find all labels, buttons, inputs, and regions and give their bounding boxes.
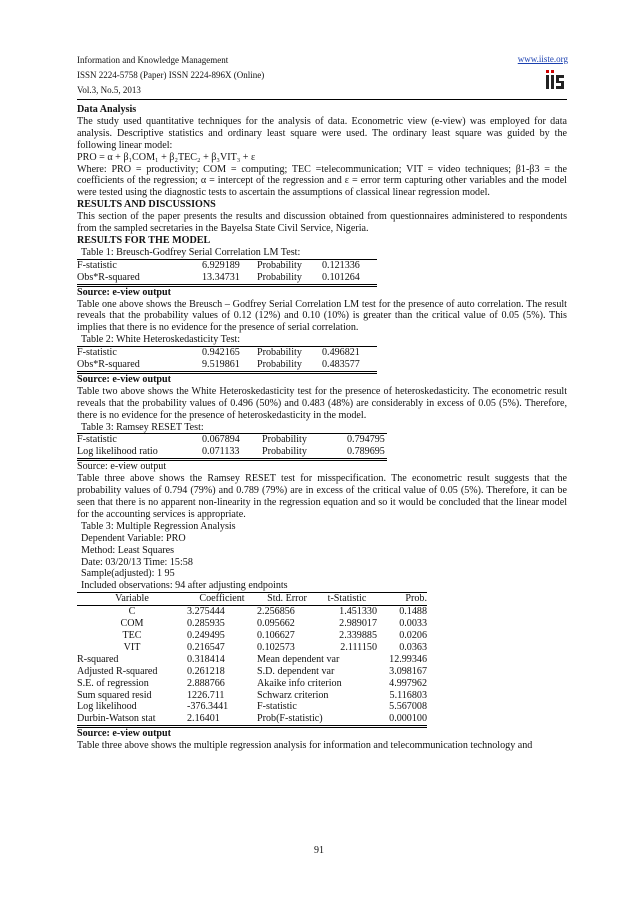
page-number: 91 [314, 845, 324, 856]
table-cell: 0.000100 [389, 713, 427, 725]
table2-discussion: Table two above shows the White Heteroskedasticity test for the presence of heteroskedasticity. The econometric result reveals that the probability values of 0.496 (50%) and 0.483 (48%) are considerably in excess of 0.05 (5%). Therefore, there is no evidence for the presence of heteroskedasticity in the model. [77, 385, 567, 421]
table-row [77, 347, 377, 359]
journal-url-link[interactable]: www.iiste.org [517, 54, 568, 64]
table-cell: C [128, 606, 136, 618]
table-cell: 0.067894 [202, 434, 240, 446]
table4-meta-line: Date: 03/20/13 Time: 15:58 [81, 556, 193, 568]
table1-source: Source: e-view output [77, 286, 172, 298]
table-cell: 0.794795 [347, 434, 385, 446]
table4-source: Source: e-view output [77, 728, 172, 740]
table-cell: 2.16401 [187, 713, 220, 725]
table-row [77, 606, 427, 618]
results-model-heading: RESULTS FOR THE MODEL [77, 234, 211, 246]
table-cell: 0.285935 [187, 618, 225, 630]
table-cell: 0.102573 [257, 641, 295, 653]
table-row [77, 642, 427, 654]
page-body [77, 104, 567, 752]
table-cell: 4.997962 [389, 677, 427, 689]
table-cell: 0.496821 [322, 347, 360, 359]
journal-issn: ISSN 2224-5758 (Paper) ISSN 2224-896X (Online) [77, 70, 265, 80]
table-cell: 1226.711 [187, 689, 225, 701]
results-paragraph: This section of the paper presents the results and discussion obtained from questionnaires administered to respondents from the sampled secretaries in the Bayelsa State Civil Service, Nigeria. [77, 211, 567, 235]
table-cell: Probability [257, 359, 302, 371]
table-cell: 5.116803 [389, 689, 427, 701]
table-cell: F-statistic [257, 701, 297, 713]
table-cell: Log likelihood ratio [77, 446, 158, 458]
table-row [77, 654, 427, 666]
table-cell: Akaike info criterion [257, 677, 342, 689]
table-cell: 2.256856 [257, 606, 295, 618]
table-cell: 0.318414 [187, 653, 225, 665]
table-cell: 0.216547 [187, 641, 225, 653]
table-row [77, 630, 427, 642]
table-header-cell: Prob. [405, 593, 427, 605]
table-cell: Durbin-Watson stat [77, 713, 156, 725]
table-cell: Sum squared resid [77, 689, 152, 701]
table-header-cell: Std. Error [267, 593, 307, 605]
table-row [77, 434, 387, 446]
table-cell: F-statistic [77, 259, 117, 271]
table-cell: S.E. of regression [77, 677, 149, 689]
table-row [77, 272, 377, 284]
table-cell: Probability [257, 271, 302, 283]
table-row [77, 666, 427, 678]
table-cell: Obs*R-squared [77, 359, 140, 371]
journal-name: Information and Knowledge Management [77, 55, 229, 65]
table-cell: 0.1488 [399, 606, 427, 618]
table-cell: 13.34731 [202, 271, 240, 283]
results-heading: RESULTS AND DISCUSSIONS [77, 199, 216, 211]
table-cell: Probability [262, 434, 307, 446]
table-cell: COM [120, 618, 144, 630]
table1-title: Table 1: Breusch-Godfrey Serial Correlation LM Test: [81, 246, 301, 258]
table-cell: TEC [122, 629, 142, 641]
table-cell: Probability [257, 259, 302, 271]
table-cell: -376.3441 [187, 701, 229, 713]
table-header-cell: t-Statistic [327, 593, 367, 605]
table4-meta-line: Sample(adjusted): 1 95 [81, 568, 175, 580]
table2-title: Table 2: White Heteroskedasticity Test: [81, 334, 241, 346]
table-cell: 0.789695 [347, 446, 385, 458]
table-cell: 2.339885 [339, 629, 377, 641]
iiste-logo-icon [544, 68, 566, 96]
table-row [77, 713, 427, 725]
table-cell: 6.929189 [202, 259, 240, 271]
table-row [77, 359, 377, 371]
table-cell: 0.0033 [399, 618, 427, 630]
table-cell: 3.275444 [187, 606, 225, 618]
table-cell: Mean dependent var [257, 653, 340, 665]
table3-source: Source: e-view output [77, 461, 167, 473]
table-cell: Adjusted R-squared [77, 665, 158, 677]
table-cell: 5.567008 [389, 701, 427, 713]
table-cell: 0.483577 [322, 359, 360, 371]
table-cell: 2.111150 [340, 641, 377, 653]
table-header-cell: Coefficient [199, 593, 245, 605]
table-cell: 0.101264 [322, 271, 360, 283]
data-analysis-paragraph: The study used quantitative techniques for the analysis of data. Econometric view (e-view) was employed for data analysis. Descriptive statistics and ordinary least square were used. The ordinary least square was guided by the following linear model: [77, 115, 567, 151]
table3-discussion: Table three above shows the Ramsey RESET test for misspecification. The econometric result suggests that the probability values of 0.794 (79%) and 0.789 (79%) are in excess of the critical value of 0.05 (5%). Therefore, it can be seen that there is no apparent non-linearity in the regression equation and so it would be concluded that the linear model for the accounting services is appropriate. [77, 473, 567, 520]
table-row [77, 446, 387, 458]
table4-meta-line: Dependent Variable: PRO [81, 532, 186, 544]
table-row [77, 678, 427, 690]
table4-title: Table 3: Multiple Regression Analysis [81, 520, 236, 532]
table4-meta-line: Included observations: 94 after adjusting endpoints [81, 580, 288, 592]
table1 [77, 259, 377, 287]
table-cell: 0.0206 [399, 629, 427, 641]
table-cell: 12.99346 [389, 653, 427, 665]
table-cell: Probability [257, 347, 302, 359]
table-row [77, 690, 427, 702]
table-cell: Schwarz criterion [257, 689, 329, 701]
data-analysis-heading: Data Analysis [77, 104, 137, 115]
table-cell: 0.261218 [187, 665, 225, 677]
table-cell: Obs*R-squared [77, 271, 140, 283]
table-cell: 3.098167 [389, 665, 427, 677]
table1-discussion: Table one above shows the Breusch – Godfrey Serial Correlation LM test for the presence of auto correlation. The result reveals that the probability values of 0.12 (12%) and 0.10 (10%) is greater than the critical value of 0.05 (5%). This implies that there is no evidence for the presence of serial correlation. [77, 298, 567, 334]
table3 [77, 433, 387, 461]
where-paragraph: Where: PRO = productivity; COM = computing; TEC =telecommunication; VIT = video techniques; β1-β3 = the coefficients of the regression; α = intercept of the regression and ε = error term capturing other variables and the model were tested using the diagnostic tests to ascertain the assumptions of classical linear regression model. [77, 163, 567, 199]
table-header-cell: Variable [115, 593, 149, 605]
table-cell: 0.106627 [257, 629, 295, 641]
journal-volume: Vol.3, No.5, 2013 [77, 85, 141, 95]
table-row [77, 260, 377, 272]
table-cell: 0.249495 [187, 629, 225, 641]
table-cell: 1.451330 [339, 606, 377, 618]
table-cell: 0.0363 [399, 641, 427, 653]
table-cell: Log likelihood [77, 701, 137, 713]
table-cell: F-statistic [77, 347, 117, 359]
table-cell: 0.095662 [257, 618, 295, 630]
final-paragraph-line: Table three above shows the multiple regression analysis for information and telecommunication technology and [77, 740, 533, 752]
table-cell: 0.121336 [322, 259, 360, 271]
table-cell: 2.888766 [187, 677, 225, 689]
table-cell: 2.989017 [339, 618, 377, 630]
table-cell: VIT [123, 641, 141, 653]
table4-meta-line: Method: Least Squares [81, 544, 175, 556]
table2-source: Source: e-view output [77, 373, 172, 385]
table4 [77, 592, 427, 728]
table-cell: Prob(F-statistic) [257, 713, 323, 725]
model-equation: PRO = α + β₁COM₁ + β₂TEC₂ + β₃VIT₃ + ε [77, 151, 256, 163]
table-cell: F-statistic [77, 434, 117, 446]
table-cell: 9.519861 [202, 359, 240, 371]
table-cell: 0.071133 [202, 446, 240, 458]
table-cell: S.D. dependent var [257, 665, 335, 677]
table-cell: 0.942165 [202, 347, 240, 359]
table-cell: R-squared [77, 653, 119, 665]
table-row [77, 701, 427, 713]
table-row [77, 618, 427, 630]
table-header-row [77, 593, 427, 606]
table2 [77, 346, 377, 374]
table3-title: Table 3: Ramsey RESET Test: [81, 421, 204, 433]
header-rule [77, 99, 567, 100]
table-cell: Probability [262, 446, 307, 458]
